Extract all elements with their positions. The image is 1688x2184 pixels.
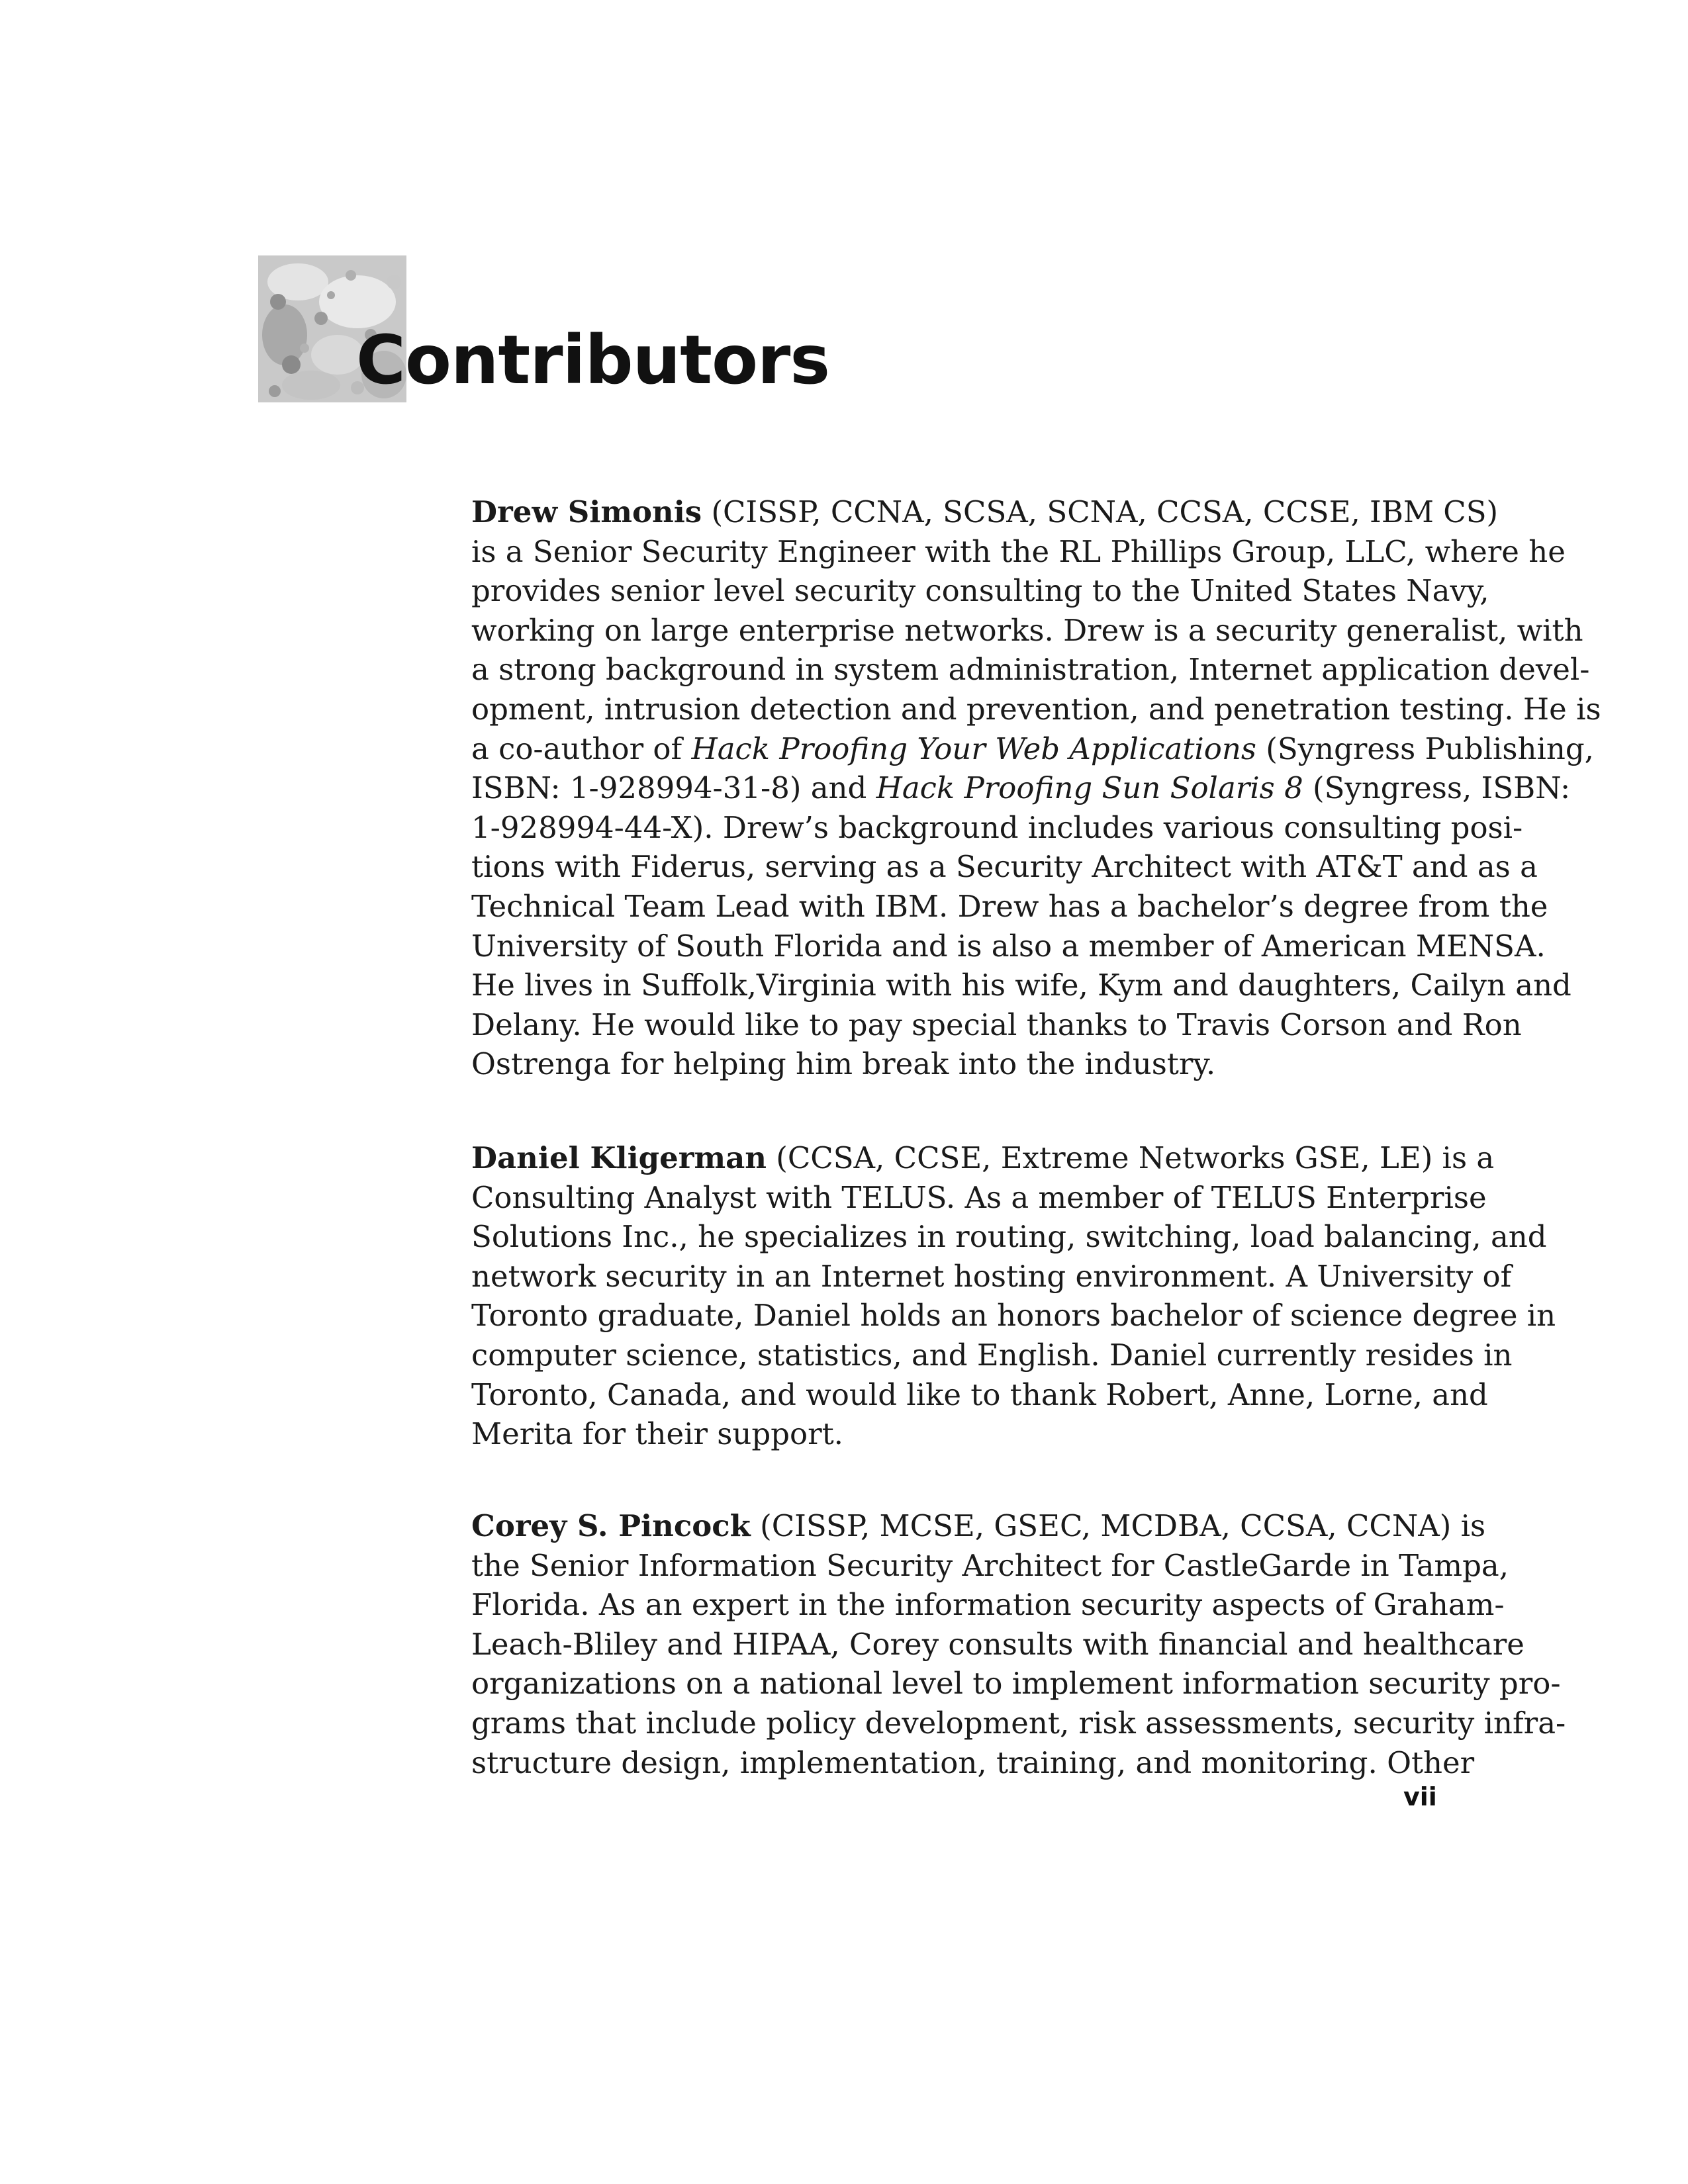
bio-line: grams that include policy development, risk assessments, security infra-	[471, 1705, 1566, 1741]
bio-line: Florida. As an expert in the information security aspects of Graham-	[471, 1587, 1505, 1623]
bio-line: organizations on a national level to implement information security pro-	[471, 1666, 1561, 1702]
bio-line: provides senior level security consulting to the United States Navy,	[471, 573, 1489, 609]
bio-line: University of South Florida and is also a member of American MENSA.	[471, 928, 1546, 964]
contributor-name: Drew Simonis	[471, 494, 702, 529]
contributor-name: Corey S. Pincock	[471, 1508, 751, 1543]
bio-line: Merita for their support.	[471, 1416, 843, 1452]
bio-line: network security in an Internet hosting environment. A University of	[471, 1258, 1512, 1294]
chapter-title: Contributors	[356, 321, 830, 400]
bio-line: a co-author of Hack Proofing Your Web Applications (Syngress Publishing,	[471, 731, 1594, 766]
bio-line: opment, intrusion detection and prevention, and penetration testing. He is	[471, 691, 1601, 727]
bio-line: Technical Team Lead with IBM. Drew has a bachelor’s degree from the	[471, 888, 1548, 924]
bio-line: is a Senior Security Engineer with the RL Phillips Group, LLC, where he	[471, 533, 1566, 569]
bio-line: Toronto graduate, Daniel holds an honors bachelor of science degree in	[471, 1298, 1556, 1334]
bio-line: 1-928994-44-X). Drew’s background includes various consulting posi-	[471, 809, 1523, 845]
bio-line: structure design, implementation, training, and monitoring. Other	[471, 1745, 1475, 1780]
bio-line: Drew Simonis (CISSP, CCNA, SCSA, SCNA, CCSA, CCSE, IBM CS)	[471, 494, 1499, 529]
book-title: Hack Proofing Your Web Applications	[691, 731, 1256, 766]
bio-line: ISBN: 1-928994-31-8) and Hack Proofing Sun Solaris 8 (Syngress, ISBN:	[471, 770, 1571, 806]
bio-line: He lives in Suffolk,Virginia with his wife, Kym and daughters, Cailyn and	[471, 968, 1571, 1003]
bio-line: Ostrenga for helping him break into the industry.	[471, 1046, 1216, 1082]
bio-line: Toronto, Canada, and would like to thank Robert, Anne, Lorne, and	[471, 1377, 1488, 1412]
contributor-name: Daniel Kligerman	[471, 1140, 767, 1175]
book-title: Hack Proofing Sun Solaris 8	[876, 770, 1303, 806]
bio-line: Leach-Bliley and HIPAA, Corey consults with financial and healthcare	[471, 1626, 1524, 1662]
bio-line: Solutions Inc., he specializes in routing, switching, load balancing, and	[471, 1219, 1547, 1255]
page-number: vii	[1403, 1782, 1437, 1811]
bio-line: computer science, statistics, and English. Daniel currently resides in	[471, 1337, 1513, 1373]
bio-line: a strong background in system administration, Internet application devel-	[471, 652, 1590, 688]
contributor-bio	[471, 1506, 1566, 1782]
bio-line: Daniel Kligerman (CCSA, CCSE, Extreme Networks GSE, LE) is a	[471, 1140, 1495, 1175]
bio-line: tions with Fiderus, serving as a Security Architect with AT&T and as a	[471, 849, 1538, 885]
bio-line: Delany. He would like to pay special thanks to Travis Corson and Ron	[471, 1007, 1522, 1042]
bio-line: Consulting Analyst with TELUS. As a member of TELUS Enterprise	[471, 1179, 1487, 1215]
bio-line: working on large enterprise networks. Drew is a security generalist, with	[471, 612, 1583, 648]
bio-line: Corey S. Pincock (CISSP, MCSE, GSEC, MCDBA, CCSA, CCNA) is	[471, 1508, 1486, 1543]
contributor-bio	[471, 1138, 1556, 1454]
bio-line: the Senior Information Security Architect for CastleGarde in Tampa,	[471, 1547, 1509, 1583]
contributor-bio	[471, 492, 1601, 1084]
